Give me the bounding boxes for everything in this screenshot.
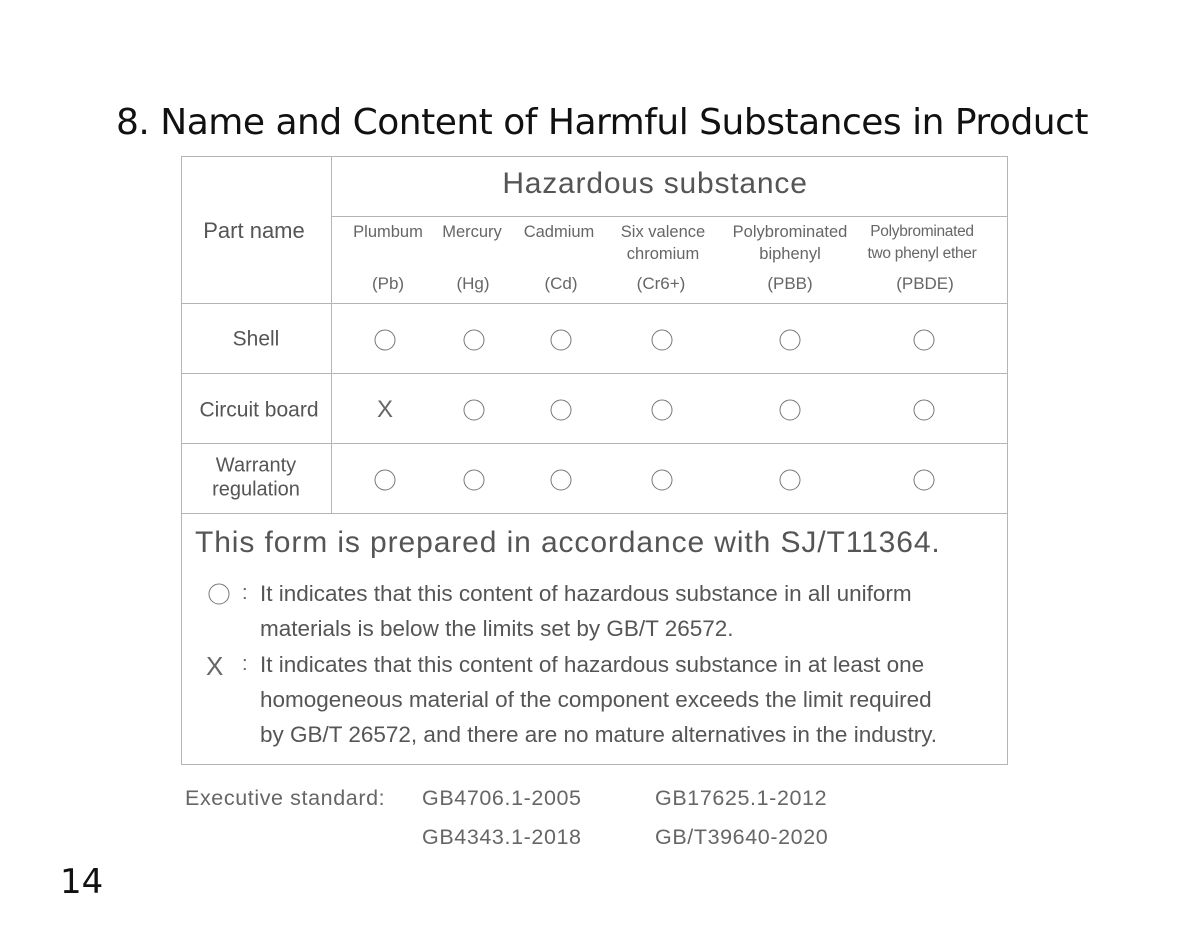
standard-gb17625: GB17625.1-2012 — [655, 786, 828, 810]
substance-name-cd: Cadmium — [523, 223, 595, 241]
substance-name-pbb-line1: Polybrominated — [732, 223, 848, 241]
executive-standard-label: Executive standard: — [185, 786, 386, 810]
mark-circle-warranty-hg — [464, 470, 485, 491]
legend-x-symbol: X — [206, 651, 224, 681]
row-label-warranty-line1: Warranty — [215, 454, 297, 477]
substance-name-hg: Mercury — [442, 223, 502, 241]
legend-circle-line2: materials is below the limits set by GB/T 26572. — [260, 616, 734, 641]
substance-name-cr6-line1: Six valence — [620, 223, 706, 241]
mark-circle-warranty-pbde — [914, 470, 935, 491]
legend-x-line1: It indicates that this content of hazardous substance in at least one — [260, 652, 925, 677]
substance-abbr-pbb: (PBB) — [767, 274, 813, 293]
substance-abbr-pb: (Pb) — [371, 274, 405, 293]
table-divider-row3 — [181, 443, 1008, 444]
substance-name-pb: Plumbum — [353, 223, 423, 241]
table-border-top — [181, 156, 1008, 157]
mark-circle-shell-hg — [464, 330, 485, 351]
mark-circle-shell-cr6 — [652, 330, 673, 351]
substance-name-pbde-line2: two phenyl ether — [867, 245, 977, 262]
legend-circle-line1: It indicates that this content of hazardous substance in all uniform — [260, 581, 912, 606]
mark-circle-shell-cd — [551, 330, 572, 351]
row-label-shell: Shell — [232, 327, 280, 351]
table-divider-notes — [181, 513, 1008, 514]
mark-circle-circuit-board-pbb — [780, 400, 801, 421]
standard-gbt39640: GB/T39640-2020 — [655, 825, 829, 849]
table-divider-part-column — [331, 156, 332, 513]
legend-separator-x: : — [242, 653, 248, 675]
mark-circle-circuit-board-cd — [551, 400, 572, 421]
mark-x-circuit-board-pb: X — [376, 396, 394, 423]
standard-gb4706: GB4706.1-2005 — [422, 786, 582, 810]
mark-circle-shell-pbde — [914, 330, 935, 351]
mark-circle-warranty-cr6 — [652, 470, 673, 491]
hazardous-substance-header: Hazardous substance — [502, 167, 808, 200]
table-border-right — [1007, 156, 1008, 764]
part-name-header: Part name — [203, 218, 305, 243]
row-label-circuit-board: Circuit board — [199, 398, 319, 422]
mark-circle-warranty-pbb — [780, 470, 801, 491]
substance-name-pbb-line2: biphenyl — [759, 245, 821, 263]
legend-x-line3: by GB/T 26572, and there are no mature alternatives in the industry. — [260, 722, 938, 747]
substance-name-pbde-line1: Polybrominated — [870, 223, 974, 240]
row-label-warranty-line2: regulation — [212, 478, 300, 501]
legend-circle-icon — [209, 584, 230, 605]
table-divider-row1 — [181, 303, 1008, 304]
substance-abbr-cd: (Cd) — [544, 274, 578, 293]
substance-abbr-pbde: (PBDE) — [896, 274, 954, 293]
page-number: 14 — [60, 862, 104, 902]
mark-circle-circuit-board-cr6 — [652, 400, 673, 421]
mark-circle-warranty-cd — [551, 470, 572, 491]
table-divider-header — [331, 216, 1008, 217]
table-divider-row2 — [181, 373, 1008, 374]
substance-abbr-cr6: (Cr6+) — [636, 274, 686, 293]
legend-separator-circle: : — [242, 582, 248, 604]
mark-circle-shell-pb — [375, 330, 396, 351]
section-heading: 8. Name and Content of Harmful Substances in Product — [116, 102, 1089, 143]
mark-circle-warranty-pb — [375, 470, 396, 491]
mark-circle-circuit-board-hg — [464, 400, 485, 421]
substance-name-cr6-line2: chromium — [626, 245, 700, 263]
mark-circle-circuit-board-pbde — [914, 400, 935, 421]
table-border-bottom — [181, 764, 1008, 765]
legend-x-line2: homogeneous material of the component exceeds the limit required — [260, 687, 932, 712]
prepared-statement: This form is prepared in accordance with SJ/T11364. — [195, 526, 941, 559]
standard-gb4343: GB4343.1-2018 — [422, 825, 582, 849]
table-border-left — [181, 156, 182, 764]
mark-circle-shell-pbb — [780, 330, 801, 351]
substance-abbr-hg: (Hg) — [456, 274, 490, 293]
